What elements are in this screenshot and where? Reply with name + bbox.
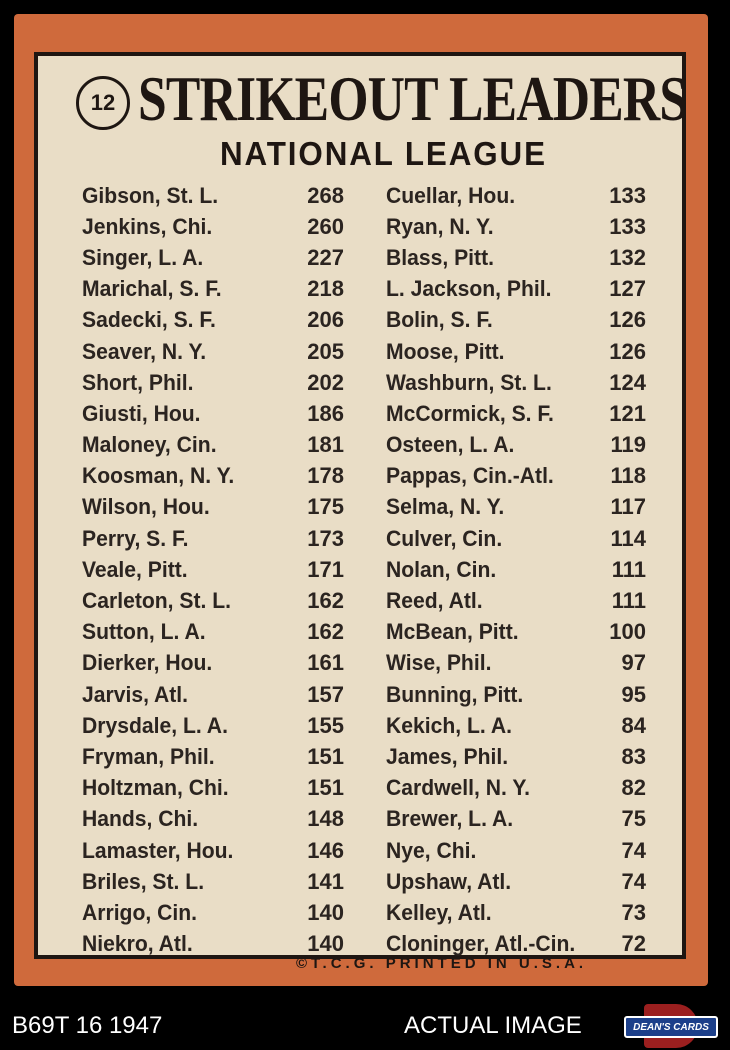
strikeout-count: 155 [307,712,344,738]
strikeout-count: 148 [307,806,344,832]
strikeout-count: 124 [609,369,646,395]
leader-row [386,367,646,398]
player-name: Short, Phil. [82,369,194,395]
leader-row [386,897,646,928]
leader-row [82,554,344,585]
leader-row [386,804,646,835]
logo-banner [624,1016,718,1038]
leader-row [386,866,646,897]
leader-row [386,835,646,866]
leader-row [386,679,646,710]
leader-row [82,336,344,367]
strikeout-count: 126 [609,338,646,364]
strikeout-count: 84 [621,712,646,738]
player-name: Arrigo, Cin. [82,899,197,925]
player-name: Hands, Chi. [82,806,199,832]
strikeout-count: 206 [307,307,344,333]
strikeout-count: 75 [621,806,646,832]
player-name: Nye, Chi. [386,837,477,863]
strikeout-count: 260 [307,213,344,239]
player-name: Briles, St. L. [82,868,205,894]
strikeout-count: 175 [307,494,344,520]
leader-row [82,741,344,772]
leader-row [82,617,344,648]
strikeout-count: 121 [609,400,646,426]
strikeout-count: 111 [611,588,646,614]
leader-row [82,773,344,804]
player-name: Kelley, Atl. [386,899,492,925]
leader-row [82,180,344,211]
leader-row [82,492,344,523]
player-name: Bunning, Pitt. [386,681,524,707]
leader-row [386,430,646,461]
strikeout-count: 119 [610,432,646,458]
leader-row [386,461,646,492]
strikeout-count: 227 [307,244,344,270]
strikeout-count: 100 [609,619,646,645]
player-name: Perry, S. F. [82,525,189,551]
strikeout-count: 162 [307,619,344,645]
strikeout-count: 181 [307,432,344,458]
player-name: Singer, L. A. [82,244,204,270]
strikeout-count: 118 [610,463,646,489]
leader-row [82,242,344,273]
leader-row [386,585,646,616]
strikeout-count: 140 [307,931,344,957]
player-name: Cuellar, Hou. [386,182,516,208]
leader-row [386,741,646,772]
player-name: McCormick, S. F. [386,400,554,426]
player-name: Nolan, Cin. [386,556,497,582]
strikeout-count: 83 [621,743,646,769]
player-name: Brewer, L. A. [386,806,514,832]
leader-row [386,336,646,367]
actual-image-caption: ACTUAL IMAGE [404,1012,582,1039]
strikeout-count: 133 [609,213,646,239]
strikeout-count: 73 [621,899,646,925]
strikeout-count: 205 [307,338,344,364]
strikeout-count: 173 [307,525,344,551]
strikeout-count: 127 [609,276,646,302]
leader-row [386,710,646,741]
player-name: Gibson, St. L. [82,182,219,208]
player-name: Osteen, L. A. [386,432,515,458]
player-name: Niekro, Atl. [82,931,193,957]
leader-row [82,679,344,710]
player-name: Koosman, N. Y. [82,463,235,489]
player-name: Maloney, Cin. [82,432,217,458]
strikeout-count: 97 [621,650,646,676]
leader-row [82,305,344,336]
strikeout-count: 157 [307,681,344,707]
strikeout-count: 146 [307,837,344,863]
player-name: Cloninger, Atl.-Cin. [386,931,576,957]
leader-row [82,648,344,679]
strikeout-count: 82 [621,775,646,801]
player-name: Washburn, St. L. [386,369,552,395]
player-name: Kekich, L. A. [386,712,512,738]
strikeout-count: 151 [307,743,344,769]
leader-row [82,835,344,866]
leader-row [82,274,344,305]
player-name: Culver, Cin. [386,525,503,551]
leader-row [82,367,344,398]
leader-row [386,492,646,523]
strikeout-count: 151 [307,775,344,801]
player-name: Sadecki, S. F. [82,307,216,333]
strikeout-count: 74 [621,868,646,894]
strikeout-count: 218 [307,276,344,302]
leader-row [386,242,646,273]
player-name: Jenkins, Chi. [82,213,213,239]
player-name: Ryan, N. Y. [386,213,494,239]
player-name: James, Phil. [386,743,509,769]
leader-row [386,274,646,305]
strikeout-count: 133 [609,182,646,208]
player-name: Seaver, N. Y. [82,338,207,364]
baseball-card [14,14,708,986]
strikeout-count: 114 [610,525,646,551]
player-name: L. Jackson, Phil. [386,276,552,302]
leader-row [386,648,646,679]
card-number-badge [76,76,130,130]
player-name: Holtzman, Chi. [82,775,229,801]
strikeout-count: 202 [307,369,344,395]
player-name: Blass, Pitt. [386,244,494,270]
player-name: Lamaster, Hou. [82,837,234,863]
leader-row [386,554,646,585]
strikeout-count: 126 [609,307,646,333]
player-name: Selma, N. Y. [386,494,505,520]
strikeout-count: 72 [621,931,646,957]
player-name: Reed, Atl. [386,588,483,614]
leader-row [386,617,646,648]
strikeout-count: 74 [621,837,646,863]
leader-row [82,866,344,897]
leader-row [82,804,344,835]
leader-row [82,461,344,492]
logo-text: DEAN'S CARDS [633,1021,709,1033]
strikeout-count: 171 [307,556,344,582]
player-name: Bolin, S. F. [386,307,493,333]
player-name: Giusti, Hou. [82,400,201,426]
leader-row [82,710,344,741]
strikeout-count: 111 [611,556,646,582]
leader-row [386,180,646,211]
strikeout-count: 186 [307,400,344,426]
player-name: Moose, Pitt. [386,338,505,364]
player-name: Drysdale, L. A. [82,712,228,738]
card-back-panel [34,52,686,959]
copyright-line: ©T.C.G. PRINTED IN U.S.A. [296,955,588,972]
leader-row [386,305,646,336]
player-name: Wise, Phil. [386,650,492,676]
leader-row [386,773,646,804]
leader-row [82,897,344,928]
leader-row [386,523,646,554]
player-name: Dierker, Hou. [82,650,213,676]
deans-cards-logo [624,1004,718,1048]
strikeout-count: 141 [307,868,344,894]
card-subtitle: NATIONAL LEAGUE [220,135,547,172]
player-name: Fryman, Phil. [82,743,215,769]
player-name: Carleton, St. L. [82,588,232,614]
player-name: Jarvis, Atl. [82,681,189,707]
player-name: Pappas, Cin.-Atl. [386,463,554,489]
card-title: STRIKEOUT LEADERS [138,64,688,134]
leader-row [386,211,646,242]
player-name: Wilson, Hou. [82,494,210,520]
strikeout-count: 268 [307,182,344,208]
right-leaders-column [386,180,646,960]
leader-row [82,398,344,429]
strikeout-count: 117 [610,494,646,520]
leader-row [82,585,344,616]
player-name: Veale, Pitt. [82,556,188,582]
left-leaders-column [82,180,344,960]
strikeout-count: 161 [307,650,344,676]
strikeout-count: 132 [609,244,646,270]
strikeout-count: 140 [307,899,344,925]
strikeout-count: 95 [621,681,646,707]
leader-row [82,430,344,461]
player-name: Sutton, L. A. [82,619,206,645]
card-number: 12 [90,90,116,115]
strikeout-count: 178 [307,463,344,489]
strikeout-count: 162 [307,588,344,614]
player-name: McBean, Pitt. [386,619,519,645]
leader-row [386,398,646,429]
leader-row [82,523,344,554]
player-name: Marichal, S. F. [82,276,222,302]
card-id-caption: B69T 16 1947 [12,1012,163,1039]
player-name: Upshaw, Atl. [386,868,512,894]
player-name: Cardwell, N. Y. [386,775,530,801]
leader-row [82,211,344,242]
